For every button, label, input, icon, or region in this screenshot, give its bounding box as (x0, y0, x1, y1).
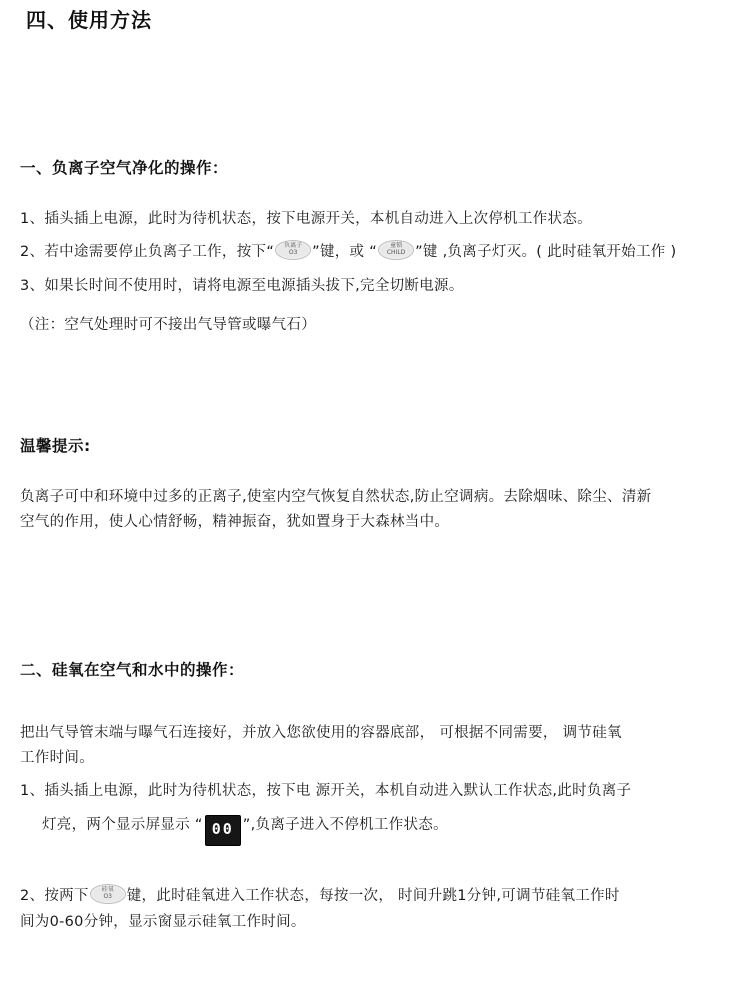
step2-text-part2: ”键，或 “ (312, 244, 378, 261)
spacer (20, 34, 732, 130)
spacer (20, 846, 732, 884)
display-text-part1: 灯亮，两个显示屏显示 “ (42, 816, 203, 833)
paragraph-silica-step-2 (20, 884, 732, 909)
section-heading-tips: 温馨提示: (20, 437, 91, 456)
page-title: 四、使用方法 (26, 8, 152, 32)
spacer (20, 181, 732, 207)
display-text-part2: ”,负离子进入不停机工作状态。 (242, 816, 448, 833)
paragraph-tips-line-2: 空气的作用，使人心情舒畅，精神振奋，犹如置身于大森林当中。 (20, 514, 450, 531)
anion-key-label-line1: 负离子 (284, 242, 303, 250)
spacer (20, 266, 732, 274)
spacer (20, 536, 732, 632)
spacer (20, 130, 732, 156)
spacer (20, 299, 732, 313)
silica-key-label-line1: 硅氧 (101, 886, 114, 894)
section-heading-silica: 二、硅氧在空气和水中的操作： (20, 660, 245, 679)
paragraph-silica-display-line (20, 813, 732, 846)
silica-key-label-line2: O3 (103, 893, 112, 901)
child-key-label-line1: 童锁 (390, 242, 403, 250)
paragraph-silica-step-2-cont: 间为0-60分钟，显示窗显示硅氧工作时间。 (20, 913, 306, 930)
spacer (20, 683, 732, 721)
spacer (20, 632, 732, 658)
step2b-text-part2: 键，此时硅氧进入工作状态，每按一次， 时间升跳1分钟,可调节硅氧工作时 (126, 888, 620, 905)
paragraph-silica-step-1: 1、插头插上电源，此时为待机状态，按下电 源开关，本机自动进入默认工作状态,此时负离子 (20, 783, 632, 800)
silica-key-icon (90, 884, 126, 904)
spacer (20, 459, 732, 485)
paragraph-tips-line-1: 负离子可中和环境中过多的正离子,使室内空气恢复自然状态,防止空调病。去除烟味、除尘、清新 (20, 489, 652, 506)
paragraph-silica-intro-line-2: 工作时间。 (20, 750, 94, 767)
paragraph-step-1: 1、插头插上电源，此时为待机状态，按下电源开关，本机自动进入上次停机工作状态。 (20, 210, 592, 227)
paragraph-note: （注：空气处理时可不接出气导管或曝气石） (20, 316, 316, 333)
led-display-value: 00 (211, 819, 234, 838)
paragraph-step-2 (20, 240, 732, 265)
section-heading-anion: 一、负离子空气净化的操作： (20, 159, 229, 177)
led-display-icon (205, 815, 241, 846)
paragraph-silica-intro-line-1: 把出气导管末端与曝气石连接好，并放入您欲使用的容器底部， 可根据不同需要， 调节硅氧 (20, 724, 622, 741)
paragraph-step-3: 3、如果长时间不使用时，请将电源至电源插头拔下,完全切断电源。 (20, 277, 464, 294)
spacer (20, 232, 732, 240)
spacer (20, 771, 732, 779)
spacer (20, 805, 732, 813)
child-key-label-line2: CHILD (386, 249, 406, 257)
step2-text-part1: 2、若中途需要停止负离子工作，按下“ (20, 244, 275, 261)
spacer (20, 338, 732, 434)
child-lock-key-icon (378, 240, 414, 260)
step2-text-part3: ”键 ,负离子灯灭。( 此时硅氧开始工作 ) (415, 244, 677, 261)
anion-key-icon (275, 240, 311, 260)
step2b-text-part1: 2、按两下 (20, 888, 89, 905)
anion-key-label-line2: O3 (288, 249, 298, 257)
